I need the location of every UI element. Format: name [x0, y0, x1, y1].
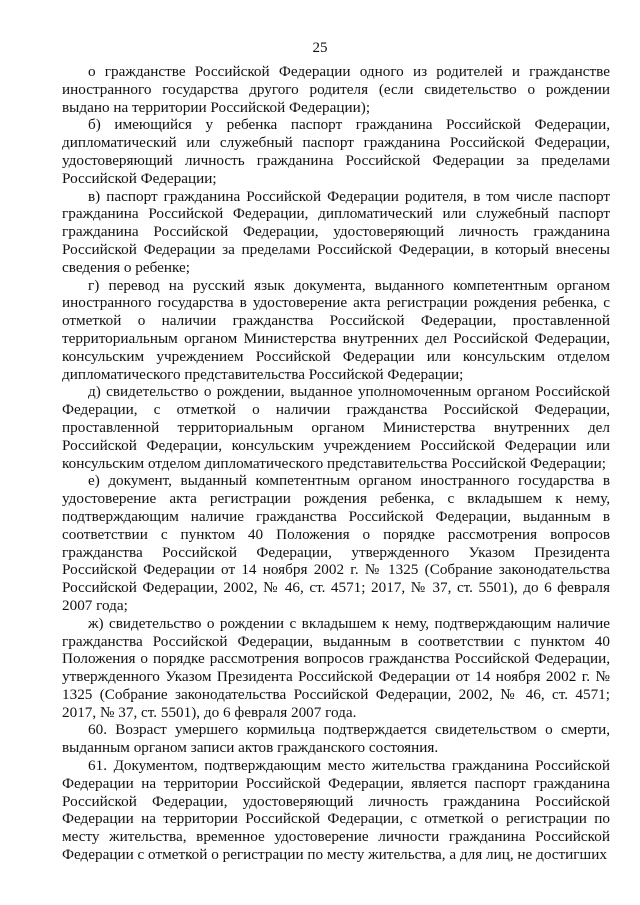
paragraph-60: 60. Возраст умершего кормильца подтверждается свидетельством о смерти, выданным органом записи актов гражданского состояния.: [62, 721, 610, 757]
document-body: [62, 63, 610, 864]
paragraph-item-g: г) перевод на русский язык документа, выданного компетентным органом иностранного государства в удостоверение акта регистрации рождения ребенка, с отметкой о наличии гражданства Российской Федерации, проставленной территориальным органом Министерства внутренних дел Российской Федерации, консульским учреждением Российской Федерации или консульским отделом дипломатического представительства Российской Федерации;: [62, 276, 610, 383]
paragraph-item-v: в) паспорт гражданина Российской Федерации родителя, в том числе паспорт гражданина Российской Федерации, дипломатический или служебный паспорт гражданина Российской Федерации, удостоверяющий личность гражданина Российской Федерации за пределами Российской Федерации, в который внесены сведения о ребенке;: [62, 187, 610, 276]
paragraph-item-b: б) имеющийся у ребенка паспорт гражданина Российской Федерации, дипломатический или служебный паспорт гражданина Российской Федерации, удостоверяющий личность гражданина Российской Федерации за пределами Российской Федерации;: [62, 116, 610, 187]
paragraph-item-e: е) документ, выданный компетентным органом иностранного государства в удостоверение акта регистрации рождения ребенка, с вкладышем к нему, подтверждающим наличие гражданства Российской Федерации, выданным в соответствии с пунктом 40 Положения о порядке рассмотрения вопросов гражданства Российской Федерации, утвержденного Указом Президента Российской Федерации от 14 ноября 2002 г. № 1325 (Собрание законодательства Российской Федерации, 2002, № 46, ст. 4571; 2017, № 37, ст. 5501), до 6 февраля 2007 года;: [62, 472, 610, 614]
paragraph-61: 61. Документом, подтверждающим место жительства гражданина Российской Федерации на территории Российской Федерации, является паспорт гражданина Российской Федерации, удостоверяющий личность гражданина Российской Федерации на территории Российской Федерации, с отметкой о регистрации по месту жительства, временное удостоверение личности гражданина Российской Федерации с отметкой о регистрации по месту жительства, а для лиц, не достигших: [62, 757, 610, 864]
paragraph-item-d: д) свидетельство о рождении, выданное уполномоченным органом Российской Федерации, с отметкой о наличии гражданства Российской Федерации, проставленной территориальным органом Министерства внутренних дел Российской Федерации, консульским учреждением Российской Федерации или консульским отделом дипломатического представительства Российской Федерации;: [62, 383, 610, 472]
paragraph-item-zh: ж) свидетельство о рождении с вкладышем к нему, подтверждающим наличие гражданства Российской Федерации, выданным в соответствии с пунктом 40 Положения о порядке рассмотрения вопросов гражданства Российской Федерации, утвержденного Указом Президента Российской Федерации от 14 ноября 2002 г. № 1325 (Собрание законодательства Российской Федерации, 2002, № 46, ст. 4571; 2017, № 37, ст. 5501), до 6 февраля 2007 года.: [62, 614, 610, 721]
page-number: 25: [312, 40, 328, 56]
paragraph-continuation: о гражданстве Российской Федерации одного из родителей и гражданстве иностранного государства другого родителя (если свидетельство о рождении выдано на территории Российской Федерации);: [62, 63, 610, 116]
